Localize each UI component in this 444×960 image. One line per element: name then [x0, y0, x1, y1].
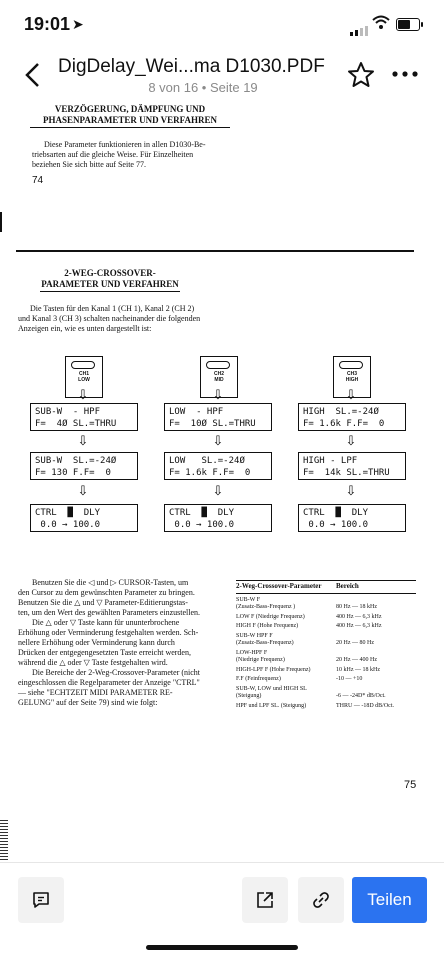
- nav-bar: [0, 50, 444, 100]
- arrow-down-icon: ⇩: [212, 483, 224, 498]
- ch1-lcd-display-3: CTRL █ DLY 0.0 → 100.0: [30, 504, 138, 532]
- intro-line-2: und Kanal 3 (CH 3) schalten nacheinander die folgenden: [18, 314, 201, 323]
- body-line: Die Bereiche der 2-Weg-Crossover-Parameter (nicht: [32, 668, 201, 677]
- table-row: HIGH F (Hohe Frequenz) 400 Hz — 6,3 kHz: [236, 623, 382, 629]
- table-row: SUB-W F (Zusatz-Bass-Frequenz ) 80 Hz — 18 kHz: [236, 596, 377, 610]
- body-line: Erhöhung oder Verminderung festgehalten werden. Sch-: [18, 628, 199, 637]
- body-line: Drücken der entgegengesetzten Taste erreicht werden,: [18, 648, 191, 657]
- home-indicator: [146, 945, 298, 950]
- open-external-icon: [255, 890, 275, 910]
- top-heading-line-1: VERZÖGERUNG, DÄMPFUNG UND: [54, 104, 206, 114]
- table-row: LOW F (Niedrige Frequenz) 400 Hz — 6,3 kHz: [236, 613, 382, 620]
- table-header: [236, 580, 416, 594]
- document-title: DigDelay_Wei...ma D1030.PDF: [58, 56, 325, 77]
- ch2-lcd-display-1: LOW - HPF F= 10Ø SL.=THRU: [164, 403, 272, 431]
- ch3-led-icon: [339, 361, 363, 369]
- bottom-page-number: 75: [404, 779, 417, 791]
- top-paragraph-line-2: triebsarten auf die gleiche Weise. Für Einzelheiten: [32, 150, 194, 159]
- page-separator: [16, 250, 414, 252]
- page-edge-mark: [0, 212, 2, 232]
- status-time: 19:01: [24, 14, 71, 34]
- table-row: SUB-W, LOW und HIGH SL (Steigung) -6 — -24D* dB/Oct.: [236, 685, 386, 699]
- scan-edge-artifact: [0, 820, 8, 860]
- ch2-key-label: CH2 MID: [213, 371, 224, 383]
- open-external-button[interactable]: [242, 877, 288, 923]
- copy-link-button[interactable]: [298, 877, 344, 923]
- ch3-lcd-display-3: CTRL █ DLY 0.0 → 100.0: [298, 504, 406, 532]
- ch1-lcd-display-2: SUB-W SL.=-24Ø F= 130 F.F= 0: [30, 452, 138, 480]
- ch2-lcd-display-3: CTRL █ DLY 0.0 → 100.0: [164, 504, 272, 532]
- link-icon: [311, 890, 331, 910]
- ch1-led-icon: [71, 361, 95, 369]
- top-paragraph-line-1: Diese Parameter funktionieren in allen D1030-Be-: [44, 140, 206, 149]
- more-options-icon[interactable]: [390, 62, 420, 86]
- bottom-toolbar: [0, 862, 444, 939]
- share-button[interactable]: Teilen: [352, 877, 427, 923]
- table-row: HPF und LPF SL. (Steigung) THRU — -18D dB/Oct.: [236, 702, 394, 709]
- comment-button[interactable]: [18, 877, 64, 923]
- arrow-down-icon: ⇩: [345, 483, 357, 498]
- body-line: Benutzen Sie die ◁ und ▷ CURSOR-Tasten, um: [32, 578, 189, 587]
- body-line: — siehe "ECHTZEIT MIDI PARAMETER RE-: [18, 688, 173, 697]
- arrow-down-icon: ⇩: [345, 387, 357, 402]
- arrow-down-icon: ⇩: [212, 387, 224, 402]
- ch2-led-icon: [206, 361, 230, 369]
- body-line: nellere Erhöhung oder Verminderung kann durch: [18, 638, 175, 647]
- back-chevron-icon[interactable]: [18, 60, 48, 90]
- crossover-parameter-table: [236, 580, 416, 710]
- table-row: LOW-HPF F (Niedrige Frequenz) 20 Hz — 400 Hz: [236, 649, 377, 663]
- arrow-down-icon: ⇩: [77, 433, 89, 448]
- table-row: HIGH-LPF F (Hohe Frequenz) 10 kHz — 18 kHz: [236, 666, 380, 673]
- top-page-number: 74: [32, 175, 44, 186]
- table-row: SUB-W HPF F (Zusatz-Bass-Frequenz) 20 Hz — 80 Hz: [236, 632, 374, 646]
- section-heading-line-1: 2-WEG-CROSSOVER-: [64, 268, 156, 278]
- pdf-page-view[interactable]: [0, 100, 444, 860]
- table-header-param: 2-Weg-Crossover-Parameter: [236, 582, 322, 590]
- body-line: während die △ oder ▽ Taste festgehalten wird.: [18, 658, 168, 667]
- body-line: Benutzen Sie die △ und ▽ Parameter-Editierungstas-: [18, 598, 188, 607]
- ch2-lcd-display-2: LOW SL.=-24Ø F= 1.6k F.F= 0: [164, 452, 272, 480]
- body-line: GELUNG" auf der Seite 79) sind wie folgt:: [18, 698, 158, 707]
- table-header-range: Bereich: [336, 582, 359, 590]
- cellular-signal-icon: [350, 18, 370, 36]
- arrow-down-icon: ⇩: [212, 433, 224, 448]
- wifi-icon: [372, 14, 390, 30]
- arrow-down-icon: ⇩: [345, 433, 357, 448]
- ch1-lcd-display-1: SUB-W - HPF F= 4Ø SL.=THRU: [30, 403, 138, 431]
- section-heading-line-2: PARAMETER UND VERFAHREN: [41, 279, 179, 289]
- intro-line-1: Die Tasten für den Kanal 1 (CH 1), Kanal 2 (CH 2): [30, 304, 195, 313]
- ch3-lcd-display-2: HIGH - LPF F= 14k SL.=THRU: [298, 452, 406, 480]
- top-heading-line-2: PHASENPARAMETER UND VERFAHREN: [42, 115, 217, 125]
- battery-icon: [396, 18, 420, 31]
- comment-icon: [31, 890, 51, 910]
- body-line: ten, um den Wert des gewählten Parameters einzustellen.: [18, 608, 201, 617]
- heading-underline: [30, 127, 230, 128]
- ch1-key-label: CH1 LOW: [78, 371, 90, 383]
- ch3-lcd-display-1: HIGH SL.=-24Ø F= 1.6k F.F= 0: [298, 403, 406, 431]
- arrow-down-icon: ⇩: [77, 387, 89, 402]
- status-bar: [0, 0, 444, 50]
- body-line: den Cursor zu dem gewünschten Parameter zu bringen.: [18, 588, 195, 597]
- table-row: F.F (Feinfrequenz) -10 — +10: [236, 676, 363, 682]
- location-arrow-icon: ➤: [72, 16, 84, 32]
- star-icon[interactable]: [346, 60, 376, 90]
- section-heading-underline: [40, 291, 180, 292]
- body-line: Die △ oder ▽ Taste kann für ununterbrochene: [32, 618, 180, 627]
- intro-line-3: Anzeigen ein, wie es unten dargestellt ist:: [18, 324, 152, 333]
- ch3-key-label: CH3 HIGH: [345, 371, 359, 383]
- top-paragraph-line-3: beziehen Sie sich bitte auf Seite 77.: [32, 160, 146, 169]
- page-indicator: 8 von 16 • Seite 19: [148, 80, 258, 95]
- arrow-down-icon: ⇩: [77, 483, 89, 498]
- body-line: eingeschlossen die Regelparameter der Anzeige "CTRL": [18, 678, 200, 687]
